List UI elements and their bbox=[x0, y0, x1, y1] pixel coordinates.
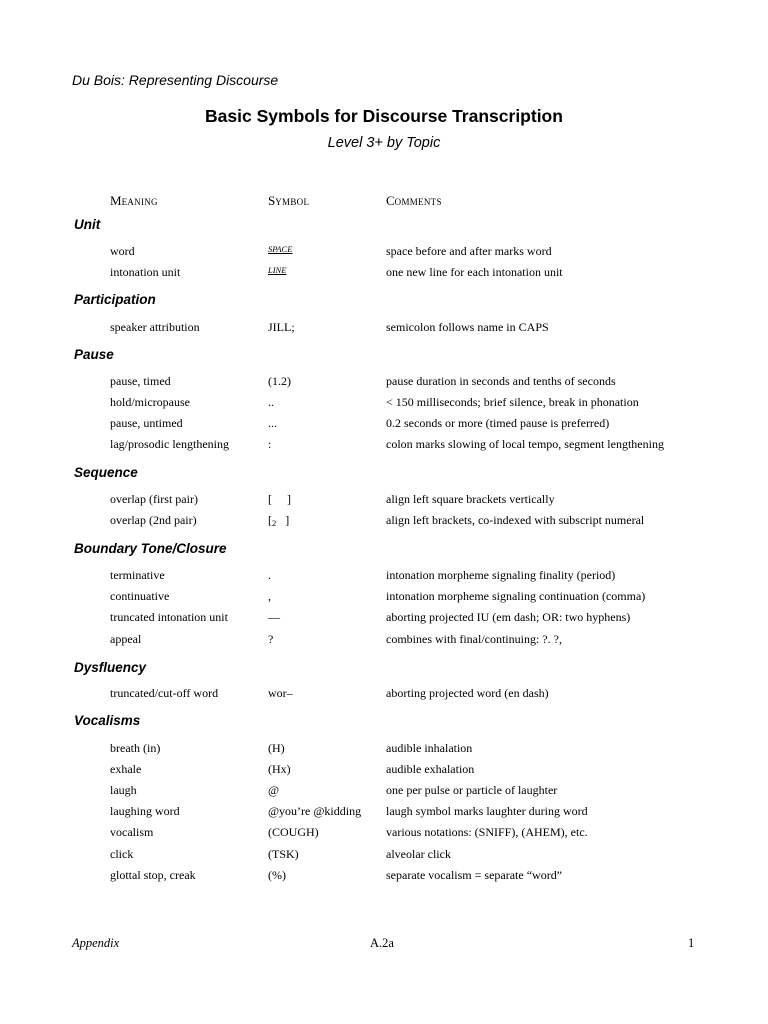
running-header: Du Bois: Representing Discourse bbox=[72, 72, 279, 88]
table-row bbox=[0, 416, 768, 436]
table-row bbox=[0, 589, 768, 609]
table-row bbox=[0, 825, 768, 845]
row-symbol: (TSK) bbox=[268, 847, 299, 861]
row-comment: various notations: (SNIFF), (AHEM), etc. bbox=[386, 825, 588, 839]
row-comment: align left brackets, co-indexed with subscript numeral bbox=[386, 513, 645, 527]
section-title-participation: Participation bbox=[74, 292, 156, 307]
section-title-pause: Pause bbox=[74, 347, 114, 362]
row-symbol: @ bbox=[268, 783, 280, 797]
row-meaning: continuative bbox=[110, 589, 170, 603]
row-meaning: glottal stop, creak bbox=[110, 868, 196, 882]
row-symbol: , bbox=[268, 589, 271, 603]
row-meaning: laugh bbox=[110, 783, 137, 797]
table-row bbox=[0, 632, 768, 652]
row-comment: space before and after marks word bbox=[386, 244, 552, 258]
row-meaning: intonation unit bbox=[110, 265, 181, 279]
column-header-symbol bbox=[268, 193, 309, 209]
row-symbol: LINE bbox=[268, 265, 287, 275]
section-title-vocalisms: Vocalisms bbox=[74, 713, 141, 728]
table-row bbox=[0, 513, 768, 533]
row-meaning: truncated/cut-off word bbox=[110, 686, 219, 700]
row-symbol: @you’re @kidding bbox=[268, 804, 362, 818]
row-meaning: overlap (first pair) bbox=[110, 492, 198, 506]
row-comment: colon marks slowing of local tempo, segment lengthening bbox=[386, 437, 664, 451]
table-row bbox=[0, 244, 768, 264]
row-comment: combines with final/continuing: ?. ?, bbox=[386, 632, 562, 646]
row-meaning: lag/prosodic lengthening bbox=[110, 437, 229, 451]
row-meaning: hold/micropause bbox=[110, 395, 190, 409]
table-row bbox=[0, 395, 768, 415]
column-header-comments-rest: OMMENTS bbox=[394, 197, 442, 207]
column-header-meaning bbox=[110, 193, 158, 209]
row-comment: alveolar click bbox=[386, 847, 451, 861]
table-row bbox=[0, 492, 768, 512]
row-meaning: vocalism bbox=[110, 825, 154, 839]
table-row bbox=[0, 374, 768, 394]
column-header-comments-initial: C bbox=[386, 193, 395, 208]
row-meaning: exhale bbox=[110, 762, 142, 776]
row-symbol: . bbox=[268, 568, 271, 582]
row-comment: 0.2 seconds or more (timed pause is preferred) bbox=[386, 416, 610, 430]
row-symbol: wor– bbox=[268, 686, 293, 700]
row-comment: intonation morpheme signaling finality (period) bbox=[386, 568, 616, 582]
column-header-comments bbox=[386, 193, 442, 209]
row-comment: audible exhalation bbox=[386, 762, 475, 776]
section-title-dysfluency: Dysfluency bbox=[74, 660, 147, 675]
table-row bbox=[0, 320, 768, 340]
row-meaning: terminative bbox=[110, 568, 165, 582]
row-symbol: (H) bbox=[268, 741, 285, 755]
column-header-symbol-initial: S bbox=[268, 193, 276, 208]
table-row bbox=[0, 610, 768, 630]
row-meaning: speaker attribution bbox=[110, 320, 200, 334]
row-meaning: pause, untimed bbox=[110, 416, 183, 430]
row-meaning: word bbox=[110, 244, 135, 258]
row-comment: aborting projected IU (em dash; OR: two hyphens) bbox=[386, 610, 631, 624]
table-row bbox=[0, 868, 768, 888]
row-symbol: JILL; bbox=[268, 320, 295, 334]
row-comment: semicolon follows name in CAPS bbox=[386, 320, 549, 334]
row-symbol-open-bracket: [ bbox=[268, 513, 272, 527]
row-comment: laugh symbol marks laughter during word bbox=[386, 804, 588, 818]
table-row bbox=[0, 265, 768, 285]
footer-center: A.2a bbox=[370, 936, 394, 950]
row-comment: audible inhalation bbox=[386, 741, 473, 755]
row-comment: pause duration in seconds and tenths of seconds bbox=[386, 374, 616, 388]
column-header-meaning-initial: M bbox=[110, 193, 122, 208]
table-row bbox=[0, 741, 768, 761]
section-title-sequence: Sequence bbox=[74, 465, 138, 480]
document-title: Basic Symbols for Discourse Transcription bbox=[205, 106, 563, 126]
row-symbol-subscript: 2 bbox=[272, 518, 277, 528]
section-title-unit: Unit bbox=[74, 217, 101, 232]
row-meaning: click bbox=[110, 847, 134, 861]
row-symbol: (COUGH) bbox=[268, 825, 319, 839]
row-meaning: pause, timed bbox=[110, 374, 171, 388]
table-row bbox=[0, 762, 768, 782]
row-symbol: — bbox=[268, 610, 280, 624]
row-symbol: (%) bbox=[268, 868, 286, 882]
row-meaning: appeal bbox=[110, 632, 142, 646]
row-symbol bbox=[268, 513, 289, 528]
table-row bbox=[0, 437, 768, 457]
row-comment: one per pulse or particle of laughter bbox=[386, 783, 558, 797]
row-comment: one new line for each intonation unit bbox=[386, 265, 563, 279]
row-comment: intonation morpheme signaling continuation (comma) bbox=[386, 589, 646, 603]
column-header-symbol-rest: YMBOL bbox=[275, 197, 310, 207]
row-symbol: ? bbox=[268, 632, 274, 646]
row-comment: < 150 milliseconds; brief silence, break in phonation bbox=[386, 395, 639, 409]
column-header-meaning-rest: EANING bbox=[121, 197, 158, 207]
row-symbol: [ ] bbox=[268, 492, 291, 506]
table-row bbox=[0, 686, 768, 706]
row-symbol: (1.2) bbox=[268, 374, 291, 388]
row-meaning: overlap (2nd pair) bbox=[110, 513, 197, 527]
row-meaning: laughing word bbox=[110, 804, 180, 818]
table-row bbox=[0, 847, 768, 867]
page-number: 1 bbox=[688, 936, 695, 950]
row-comment: separate vocalism = separate “word” bbox=[386, 868, 563, 882]
row-symbol-close-bracket: ] bbox=[285, 513, 290, 527]
row-symbol: : bbox=[268, 437, 272, 451]
table-row bbox=[0, 568, 768, 588]
table-row bbox=[0, 783, 768, 803]
row-comment: align left square brackets vertically bbox=[386, 492, 555, 506]
row-meaning: truncated intonation unit bbox=[110, 610, 228, 624]
row-symbol: .. bbox=[268, 395, 274, 409]
row-symbol: (Hx) bbox=[268, 762, 291, 776]
footer-left: Appendix bbox=[72, 936, 120, 950]
row-comment: aborting projected word (en dash) bbox=[386, 686, 549, 700]
row-symbol: ... bbox=[268, 416, 277, 430]
table-row bbox=[0, 804, 768, 824]
document-subtitle: Level 3+ by Topic bbox=[327, 135, 441, 151]
row-meaning: breath (in) bbox=[110, 741, 161, 755]
row-symbol: SPACE bbox=[268, 244, 293, 254]
section-title-boundary-tone: Boundary Tone/Closure bbox=[74, 541, 227, 556]
